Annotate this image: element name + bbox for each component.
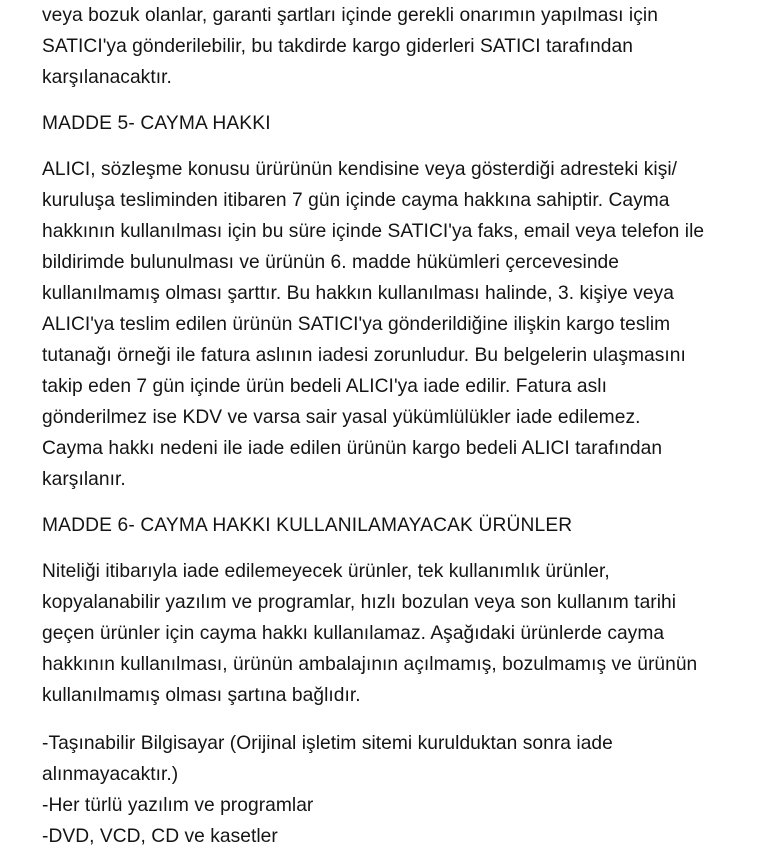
list-item-line: -DVD, VCD, CD ve kasetler [42, 826, 278, 847]
document-text-body [42, 0, 714, 852]
section-heading [42, 510, 714, 541]
paragraph-gap [42, 93, 714, 108]
section-heading [42, 108, 714, 139]
heading-line: MADDE 6- CAYMA HAKKI KULLANILAMAYACAK ÜRÜNLER [42, 515, 573, 536]
paragraph-line: ALICI'ya teslim edilen ürünün SATICI'ya gönderildiğine ilişkin kargo teslim [42, 314, 671, 335]
paragraph-line: hakkının kullanılması, ürünün ambalajının açılmamış, bozulmamış ve ürünün [42, 654, 698, 675]
paragraph-line: ALICI, sözleşme konusu ürürünün kendisine veya gösterdiği adresteki kişi/ [42, 159, 678, 180]
paragraph-line: kopyalanabilir yazılım ve programlar, hızlı bozulan veya son kullanım tarihi [42, 592, 677, 613]
paragraph-line: Niteliği itibarıyla iade edilemeyecek ürünler, tek kullanımlık ürünler, [42, 561, 610, 582]
paragraph-line: tutanağı örneği ile fatura aslının iadesi zorunludur. Bu belgelerin ulaşmasını [42, 345, 686, 366]
paragraph-gap [42, 541, 714, 556]
paragraph [42, 154, 714, 495]
paragraph [42, 0, 714, 93]
paragraph-line: geçen ürünler için cayma hakkı kullanılamaz. Aşağıdaki ürünlerde cayma [42, 623, 665, 644]
paragraph-line: Cayma hakkı nedeni ile iade edilen ürünün kargo bedeli ALICI tarafından [42, 438, 663, 459]
list-item-line: alınmayacaktır.) [42, 764, 179, 785]
paragraph-line: kullanılmamış olması şartına bağlıdır. [42, 685, 361, 706]
paragraph-line: gönderilmez ise KDV ve varsa sair yasal yükümlülükler iade edilemez. [42, 407, 641, 428]
paragraph-line: kuruluşa tesliminden itibaren 7 gün içinde cayma hakkına sahiptir. Cayma [42, 190, 670, 211]
paragraph-gap [42, 139, 714, 154]
paragraph-line: takip eden 7 gün içinde ürün bedeli ALICI'ya iade edilir. Fatura aslı [42, 376, 607, 397]
list-item-line: -Her türlü yazılım ve programlar [42, 795, 314, 816]
paragraph-line: hakkının kullanılması için bu süre içinde SATICI'ya faks, email veya telefon ile [42, 221, 705, 242]
paragraph-line: bildirimde bulunulması ve ürünün 6. madde hükümleri çercevesinde [42, 252, 619, 273]
paragraph-line: karşılanacaktır. [42, 67, 172, 88]
excluded-products-list [42, 728, 714, 852]
list-item-line: -Taşınabilir Bilgisayar (Orijinal işletim sitemi kurulduktan sonra iade [42, 733, 613, 754]
paragraph-gap [42, 495, 714, 510]
paragraph-line: SATICI'ya gönderilebilir, bu takdirde kargo giderleri SATICI tarafından [42, 36, 633, 57]
paragraph-line: kullanılmamış olması şarttır. Bu hakkın kullanılması halinde, 3. kişiye veya [42, 283, 674, 304]
paragraph-line: veya bozuk olanlar, garanti şartları içinde gerekli onarımın yapılması için [42, 5, 658, 26]
heading-line: MADDE 5- CAYMA HAKKI [42, 113, 271, 134]
paragraph [42, 556, 714, 711]
paragraph-line: karşılanır. [42, 469, 126, 490]
paragraph-gap [42, 711, 714, 728]
